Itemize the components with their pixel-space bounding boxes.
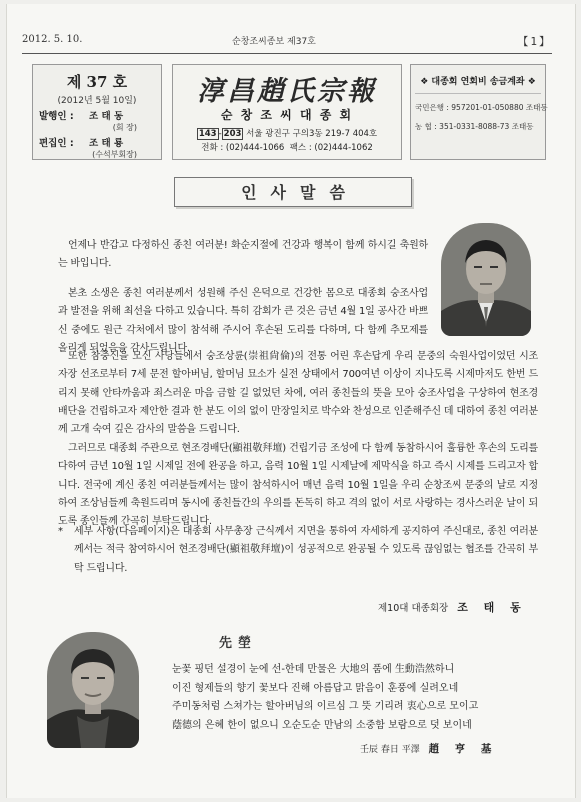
page-number: 【1】 bbox=[517, 35, 552, 48]
bank-account-1: 국민은행 : 957201-01-050880 조태동 bbox=[415, 103, 548, 112]
zip-code-1: 143 bbox=[198, 129, 217, 139]
issue-number: 제 37 호 bbox=[66, 73, 128, 91]
poem-sign-name: 趙 亨 基 bbox=[428, 743, 498, 755]
running-header bbox=[22, 34, 552, 50]
poem-signature bbox=[360, 741, 497, 756]
issue-date: (2012년 5월 10일) bbox=[57, 96, 137, 106]
header-date: 2012. 5. 10. bbox=[22, 34, 83, 45]
editor-label: 편집인 : bbox=[39, 138, 74, 149]
signer-role: 제10대 대종회장 bbox=[378, 603, 449, 614]
editor-row bbox=[39, 135, 155, 149]
publisher-name: 조 태 동 bbox=[89, 111, 124, 122]
zip-code-2: 203 bbox=[223, 129, 242, 139]
poem-line: 이진 형제들의 향기 꽃보다 진해 아름답고 맑음이 훈풍에 실려오네 bbox=[172, 682, 459, 694]
greeting-signature bbox=[378, 599, 527, 615]
poem-body bbox=[172, 661, 542, 735]
publisher-row bbox=[39, 108, 155, 122]
greeting-paragraph-3: 또한 참충신을 모신 사당들에서 숭조상륜(崇祖尙倫)의 전통 어린 후손답게 우리 문중의 숙원사업이었던 시조 자장 선조로부터 7세 문전 할아버님, 할머님 묘소가 실전 상태에서 700여년 이상이 지나도록 시제마저도 한번 드리지 못해 안타까움과 죄스러운 마음 금할 길 없었던 차에, 여러 종친들의 뜻을 모아 숭조사업을 구상하여 현조경배단을 건립하고자 제안한 결과 한 분도 이의 없이 만장일치로 박수와 찬성으로 인준해주신 데 대하여 종친 여러분께 고개 숙여 깊은 감사의 말씀을 드립니다. bbox=[58, 351, 538, 436]
greeting-note bbox=[58, 523, 538, 578]
poem-line: 蔭德의 은혜 한이 없으니 오순도순 만남의 소중함 보람으로 덧 보이네 bbox=[172, 719, 472, 731]
newspaper-title: 淳昌趙氏宗報 bbox=[197, 76, 377, 107]
address-line: 143 - 203 서울 광진구 구의3동 219-7 404호 bbox=[198, 129, 378, 139]
editor-name: 조 태 룡 bbox=[89, 138, 124, 149]
phone: 전화 : (02)444-1066 bbox=[201, 143, 285, 153]
account-title: ❖ 대종회 연회비 송금계좌 ❖ bbox=[415, 69, 541, 94]
header-rule bbox=[22, 53, 552, 54]
greeting-heading: 인사말씀 bbox=[241, 183, 359, 202]
poem-sign-date: 壬辰 春日 平澤 bbox=[360, 745, 420, 755]
greeting-paragraph-1: 언제나 반갑고 다정하신 종친 여러분! 화순지절에 건강과 행복이 함께 하시길 축원하는 바입니다. bbox=[58, 240, 428, 270]
poem-title: 先塋 bbox=[219, 636, 258, 651]
fax: 팩스 : (02)444-1062 bbox=[289, 143, 373, 153]
newspaper-title-box bbox=[172, 64, 402, 160]
contact-line bbox=[173, 141, 401, 153]
account-info-box bbox=[410, 64, 546, 160]
organization-name: 순 창 조 씨 대 종 회 bbox=[220, 108, 354, 122]
greeting-paragraph-2: 본초 소생은 종친 여러분께서 성원해 주신 은덕으로 건강한 몸으로 대종회 숭조사업과 발전을 위해 최선을 다하고 있습니다. 특히 감회가 큰 것은 금년 4월 1일 공사간 바쁘신 중에도 원근 각처에서 많이 참석해 주시어 후손된 도리를 다하며, 다 함께 추모제를 올리게 되었음을 감사드립니다. bbox=[58, 288, 428, 354]
poem-line: 주미동처럼 스쳐가는 할아버님의 이르심 그 뜻 기리려 衷心으로 모이고 bbox=[172, 701, 479, 713]
publisher-role: (회 장) bbox=[112, 123, 137, 132]
chairman-portrait bbox=[441, 223, 531, 336]
poet-portrait bbox=[47, 632, 139, 748]
poem-line: 눈꽃 핑던 설경이 눈에 선-한데 만물은 大地의 품에 生動浩然하니 bbox=[172, 664, 455, 675]
bank-account-2: 농 협 : 351-0331-8088-73 조태동 bbox=[415, 122, 534, 131]
greeting-paragraph-4: 그러므로 대종회 주관으로 현조경배단(顯祖敬拜壇) 건립기금 조성에 다 함께 동참하시어 훌륭한 후손의 도리를 다하여 금년 10월 1일 시제일 전에 완공을 하고, 음력 10월 1일 시제날에 제막식을 하고 즉시 시제를 드리고자 합니다. 전국에 계신 종친 여러분들께서는 많이 참석하시어 매년 음력 10월 1일을 우리 순창조씨 문중의 날로 지정하여 조상님들께 축원드리며 동시에 종친들간의 우의를 돈독히 하고 격의 없이 서로 사랑하는 경사스러운 날이 되도록 종인들께 간곡히 부탁드립니다. bbox=[58, 443, 538, 528]
greeting-heading-box bbox=[174, 177, 412, 207]
note-text: 세부 사항(다음페이지)은 대종회 사무총장 근식께서 지면을 통하여 자세하게 공지하여 주신대로, 종친 여러분께서는 적극 참여하시어 현조경배단(顯祖敬拜壇)이 성공적으로 완공될 수 있도록 끊임없는 협조를 간곡히 부탁 드립니다. bbox=[74, 526, 538, 574]
header-issue: 순창조씨종보 제37호 bbox=[232, 37, 316, 47]
signer-name: 조 태 동 bbox=[457, 601, 527, 614]
note-asterisk: * bbox=[58, 526, 63, 537]
publisher-label: 발행인 : bbox=[39, 111, 74, 122]
masthead bbox=[32, 64, 546, 160]
address: 서울 광진구 구의3동 219-7 404호 bbox=[246, 129, 378, 139]
editor-role: (수석부회장) bbox=[92, 150, 137, 159]
issue-info-box bbox=[32, 64, 162, 160]
